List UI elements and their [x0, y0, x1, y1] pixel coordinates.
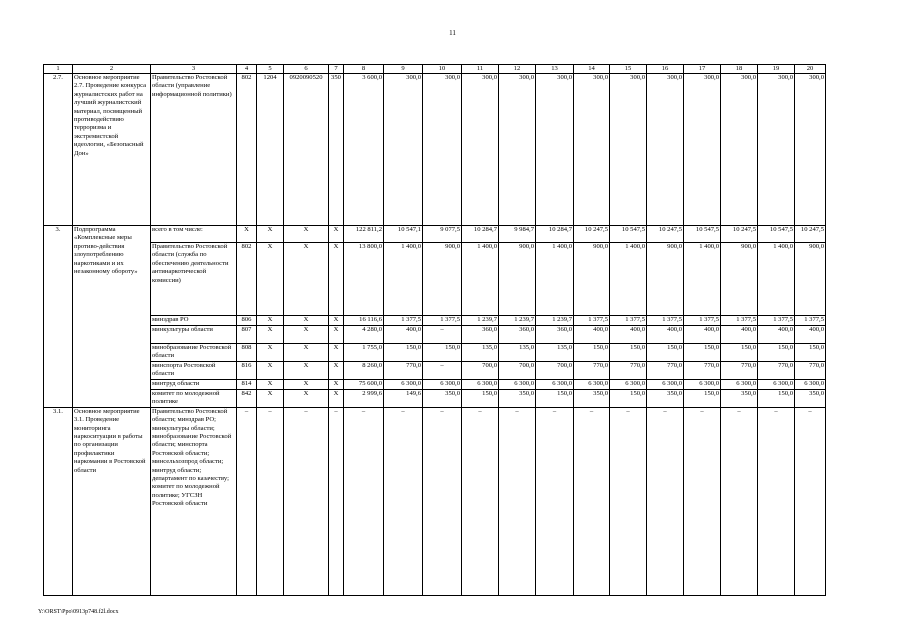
code-cell: X: [284, 390, 329, 408]
amount-cell: –: [795, 407, 826, 595]
code-cell: X: [329, 344, 344, 362]
amount-cell: 350,0: [647, 390, 684, 408]
amount-cell: 150,0: [795, 344, 826, 362]
code-cell: X: [284, 316, 329, 326]
code-cell: X: [257, 316, 284, 326]
amount-cell: 360,0: [499, 326, 536, 344]
code-cell: 802: [237, 243, 257, 316]
amount-cell: 900,0: [499, 243, 536, 316]
amount-cell: 9 077,5: [423, 226, 462, 243]
amount-cell: 150,0: [574, 344, 610, 362]
code-cell: X: [329, 326, 344, 344]
amount-cell: 8 260,0: [344, 362, 384, 380]
amount-cell: 1 377,5: [423, 316, 462, 326]
amount-cell: 6 300,0: [499, 380, 536, 390]
amount-cell: –: [684, 407, 721, 595]
amount-cell: 300,0: [647, 74, 684, 226]
amount-cell: 1 377,5: [795, 316, 826, 326]
amount-cell: 1 400,0: [536, 243, 574, 316]
amount-cell: 10 247,5: [647, 226, 684, 243]
code-cell: X: [257, 380, 284, 390]
code-cell: X: [329, 362, 344, 380]
amount-cell: 300,0: [499, 74, 536, 226]
amount-cell: 360,0: [462, 326, 499, 344]
amount-cell: 3 600,0: [344, 74, 384, 226]
amount-cell: 900,0: [795, 243, 826, 316]
code-cell: X: [257, 226, 284, 243]
amount-cell: 700,0: [499, 362, 536, 380]
column-number-header: 8: [344, 65, 384, 74]
amount-cell: 1 377,5: [758, 316, 795, 326]
executor-cell: минздрав РО: [151, 316, 237, 326]
column-number-header: 4: [237, 65, 257, 74]
amount-cell: 150,0: [684, 390, 721, 408]
amount-cell: 1 377,5: [721, 316, 758, 326]
code-cell: –: [284, 407, 329, 595]
amount-cell: 6 300,0: [536, 380, 574, 390]
column-number-header: 13: [536, 65, 574, 74]
table-row: [44, 326, 826, 344]
amount-cell: 135,0: [536, 344, 574, 362]
executor-cell: минкультуры области: [151, 326, 237, 344]
amount-cell: 135,0: [462, 344, 499, 362]
amount-cell: 400,0: [610, 326, 647, 344]
column-number-header: 17: [684, 65, 721, 74]
code-cell: 1204: [257, 74, 284, 226]
amount-cell: 400,0: [684, 326, 721, 344]
amount-cell: 770,0: [721, 362, 758, 380]
amount-cell: 350,0: [721, 390, 758, 408]
executor-cell: минобразование Ростовской области: [151, 344, 237, 362]
amount-cell: 6 300,0: [795, 380, 826, 390]
amount-cell: 6 300,0: [574, 380, 610, 390]
table-row: [44, 390, 826, 408]
amount-cell: 300,0: [684, 74, 721, 226]
column-number-header: 6: [284, 65, 329, 74]
amount-cell: 150,0: [610, 344, 647, 362]
code-cell: 842: [237, 390, 257, 408]
amount-cell: 1 400,0: [758, 243, 795, 316]
code-cell: 808: [237, 344, 257, 362]
amount-cell: –: [423, 362, 462, 380]
amount-cell: –: [610, 407, 647, 595]
table-row: [44, 316, 826, 326]
amount-cell: 13 800,0: [344, 243, 384, 316]
executor-cell: Правительство Ростовской области (служба по обеспечению деятельности антинаркотической комиссии): [151, 243, 237, 316]
amount-cell: 150,0: [384, 344, 423, 362]
code-cell: X: [257, 243, 284, 316]
amount-cell: 300,0: [462, 74, 499, 226]
code-cell: X: [284, 380, 329, 390]
amount-cell: 770,0: [795, 362, 826, 380]
amount-cell: 10 547,5: [684, 226, 721, 243]
amount-cell: 300,0: [758, 74, 795, 226]
amount-cell: 900,0: [647, 243, 684, 316]
code-cell: 814: [237, 380, 257, 390]
table-row: [44, 344, 826, 362]
amount-cell: 1 377,5: [647, 316, 684, 326]
budget-table-wrapper: [43, 64, 826, 596]
amount-cell: 700,0: [462, 362, 499, 380]
amount-cell: –: [721, 407, 758, 595]
item-name: Основное мероприятие 3.1. Проведение мониторинга наркоситуации в работы по организации профилактики наркомании в Ростовской области: [73, 407, 151, 595]
amount-cell: 9 984,7: [499, 226, 536, 243]
amount-cell: –: [462, 407, 499, 595]
amount-cell: 150,0: [684, 344, 721, 362]
amount-cell: 1 400,0: [462, 243, 499, 316]
amount-cell: 6 300,0: [647, 380, 684, 390]
amount-cell: 2 999,6: [344, 390, 384, 408]
table-row: [44, 226, 826, 243]
amount-cell: 75 600,0: [344, 380, 384, 390]
amount-cell: 300,0: [795, 74, 826, 226]
code-cell: X: [237, 226, 257, 243]
amount-cell: 1 239,7: [536, 316, 574, 326]
code-cell: –: [257, 407, 284, 595]
amount-cell: 900,0: [423, 243, 462, 316]
amount-cell: 350,0: [574, 390, 610, 408]
executor-cell: комитет по молодежной политике: [151, 390, 237, 408]
amount-cell: 770,0: [574, 362, 610, 380]
amount-cell: 400,0: [574, 326, 610, 344]
amount-cell: 6 300,0: [758, 380, 795, 390]
amount-cell: 350,0: [423, 390, 462, 408]
code-cell: X: [329, 316, 344, 326]
amount-cell: 900,0: [721, 243, 758, 316]
amount-cell: 350,0: [499, 390, 536, 408]
amount-cell: 1 377,5: [574, 316, 610, 326]
amount-cell: –: [758, 407, 795, 595]
amount-cell: 4 280,0: [344, 326, 384, 344]
column-number-header: 15: [610, 65, 647, 74]
amount-cell: 150,0: [536, 390, 574, 408]
column-number-header: 19: [758, 65, 795, 74]
amount-cell: 10 284,7: [462, 226, 499, 243]
amount-cell: 770,0: [384, 362, 423, 380]
amount-cell: 1 400,0: [384, 243, 423, 316]
amount-cell: 10 284,7: [536, 226, 574, 243]
column-number-header: 3: [151, 65, 237, 74]
column-number-header: 7: [329, 65, 344, 74]
amount-cell: –: [574, 407, 610, 595]
column-number-header: 16: [647, 65, 684, 74]
item-number: 2.7.: [44, 74, 73, 226]
amount-cell: 1 755,0: [344, 344, 384, 362]
column-number-header: 18: [721, 65, 758, 74]
amount-cell: 122 811,2: [344, 226, 384, 243]
code-cell: 350: [329, 74, 344, 226]
column-number-header: 14: [574, 65, 610, 74]
amount-cell: 400,0: [758, 326, 795, 344]
executor-cell: Правительство Ростовской области; минздрав РО; минкультуры области; минобразование Ростовской области; минспорта Ростовской области; минсельхозпрод области; минтруд области; департамент по казачеству; комитет по молодежной политике; УГСЗН Ростовской области: [151, 407, 237, 595]
amount-cell: –: [499, 407, 536, 595]
amount-cell: 300,0: [384, 74, 423, 226]
table-row: [44, 74, 826, 226]
amount-cell: 1 239,7: [462, 316, 499, 326]
column-number-header: 10: [423, 65, 462, 74]
code-cell: X: [284, 226, 329, 243]
amount-cell: 1 377,5: [684, 316, 721, 326]
amount-cell: –: [536, 407, 574, 595]
code-cell: X: [329, 380, 344, 390]
amount-cell: 10 247,5: [721, 226, 758, 243]
item-name: Основное мероприятие 2.7. Проведение конкурса журналистских работ на лучший журналистский материал, посвященный противодействию терроризма и экстремистской идеологии, «Безопасный Дон»: [73, 74, 151, 226]
amount-cell: 6 300,0: [384, 380, 423, 390]
executor-cell: Правительство Ростовской области (управление информационной политики): [151, 74, 237, 226]
amount-cell: 16 116,6: [344, 316, 384, 326]
code-cell: X: [257, 362, 284, 380]
amount-cell: 1 400,0: [684, 243, 721, 316]
code-cell: X: [284, 362, 329, 380]
amount-cell: 6 300,0: [423, 380, 462, 390]
amount-cell: –: [344, 407, 384, 595]
executor-cell: минтруд области: [151, 380, 237, 390]
code-cell: X: [329, 226, 344, 243]
amount-cell: 350,0: [795, 390, 826, 408]
amount-cell: 150,0: [758, 390, 795, 408]
amount-cell: 10 547,5: [610, 226, 647, 243]
amount-cell: 10 547,1: [384, 226, 423, 243]
amount-cell: 6 300,0: [721, 380, 758, 390]
amount-cell: 149,6: [384, 390, 423, 408]
code-cell: X: [284, 326, 329, 344]
code-cell: X: [257, 326, 284, 344]
amount-cell: 770,0: [758, 362, 795, 380]
code-cell: X: [257, 344, 284, 362]
amount-cell: 150,0: [462, 390, 499, 408]
column-number-header: 11: [462, 65, 499, 74]
code-cell: X: [329, 390, 344, 408]
amount-cell: 300,0: [423, 74, 462, 226]
code-cell: X: [284, 243, 329, 316]
item-name: Подпрограмма «Комплексные меры противо-действия злоупотреблению наркотиками и их незаконному обороту»: [73, 226, 151, 408]
amount-cell: 10 547,5: [758, 226, 795, 243]
code-cell: 807: [237, 326, 257, 344]
amount-cell: 900,0: [574, 243, 610, 316]
amount-cell: –: [647, 407, 684, 595]
code-cell: 802: [237, 74, 257, 226]
amount-cell: 1 377,5: [384, 316, 423, 326]
amount-cell: 1 400,0: [610, 243, 647, 316]
amount-cell: 150,0: [647, 344, 684, 362]
amount-cell: 700,0: [536, 362, 574, 380]
header-row: [44, 65, 826, 74]
amount-cell: 135,0: [499, 344, 536, 362]
item-number: 3.: [44, 226, 73, 408]
table-row: [44, 407, 826, 595]
table-row: [44, 243, 826, 316]
code-cell: 806: [237, 316, 257, 326]
amount-cell: 6 300,0: [684, 380, 721, 390]
amount-cell: 360,0: [536, 326, 574, 344]
column-number-header: 5: [257, 65, 284, 74]
column-number-header: 20: [795, 65, 826, 74]
code-cell: X: [284, 344, 329, 362]
amount-cell: 770,0: [647, 362, 684, 380]
code-cell: X: [329, 243, 344, 316]
column-number-header: 9: [384, 65, 423, 74]
table-row: [44, 362, 826, 380]
amount-cell: 150,0: [721, 344, 758, 362]
amount-cell: 1 239,7: [499, 316, 536, 326]
amount-cell: 770,0: [684, 362, 721, 380]
amount-cell: 300,0: [721, 74, 758, 226]
code-cell: 0920090520: [284, 74, 329, 226]
column-number-header: 12: [499, 65, 536, 74]
amount-cell: 150,0: [423, 344, 462, 362]
table-row: [44, 380, 826, 390]
code-cell: 816: [237, 362, 257, 380]
amount-cell: 400,0: [795, 326, 826, 344]
item-number: 3.1.: [44, 407, 73, 595]
executor-cell: минспорта Ростовской области: [151, 362, 237, 380]
amount-cell: –: [384, 407, 423, 595]
amount-cell: 10 247,5: [795, 226, 826, 243]
amount-cell: 400,0: [647, 326, 684, 344]
amount-cell: 300,0: [536, 74, 574, 226]
executor-cell: всего в том числе:: [151, 226, 237, 243]
amount-cell: 300,0: [610, 74, 647, 226]
amount-cell: 770,0: [610, 362, 647, 380]
amount-cell: 400,0: [384, 326, 423, 344]
amount-cell: 300,0: [574, 74, 610, 226]
page-number: 11: [449, 29, 456, 37]
amount-cell: 1 377,5: [610, 316, 647, 326]
code-cell: X: [257, 390, 284, 408]
amount-cell: 6 300,0: [610, 380, 647, 390]
file-path-footer: Y:\ORST\Ppo\0913p748.f2l.docx: [38, 609, 119, 615]
amount-cell: 150,0: [610, 390, 647, 408]
code-cell: –: [329, 407, 344, 595]
amount-cell: 6 300,0: [462, 380, 499, 390]
amount-cell: 10 247,5: [574, 226, 610, 243]
amount-cell: –: [423, 407, 462, 595]
amount-cell: –: [423, 326, 462, 344]
column-number-header: 2: [73, 65, 151, 74]
amount-cell: 400,0: [721, 326, 758, 344]
amount-cell: 150,0: [758, 344, 795, 362]
column-number-header: 1: [44, 65, 73, 74]
code-cell: –: [237, 407, 257, 595]
budget-table: [43, 64, 826, 596]
